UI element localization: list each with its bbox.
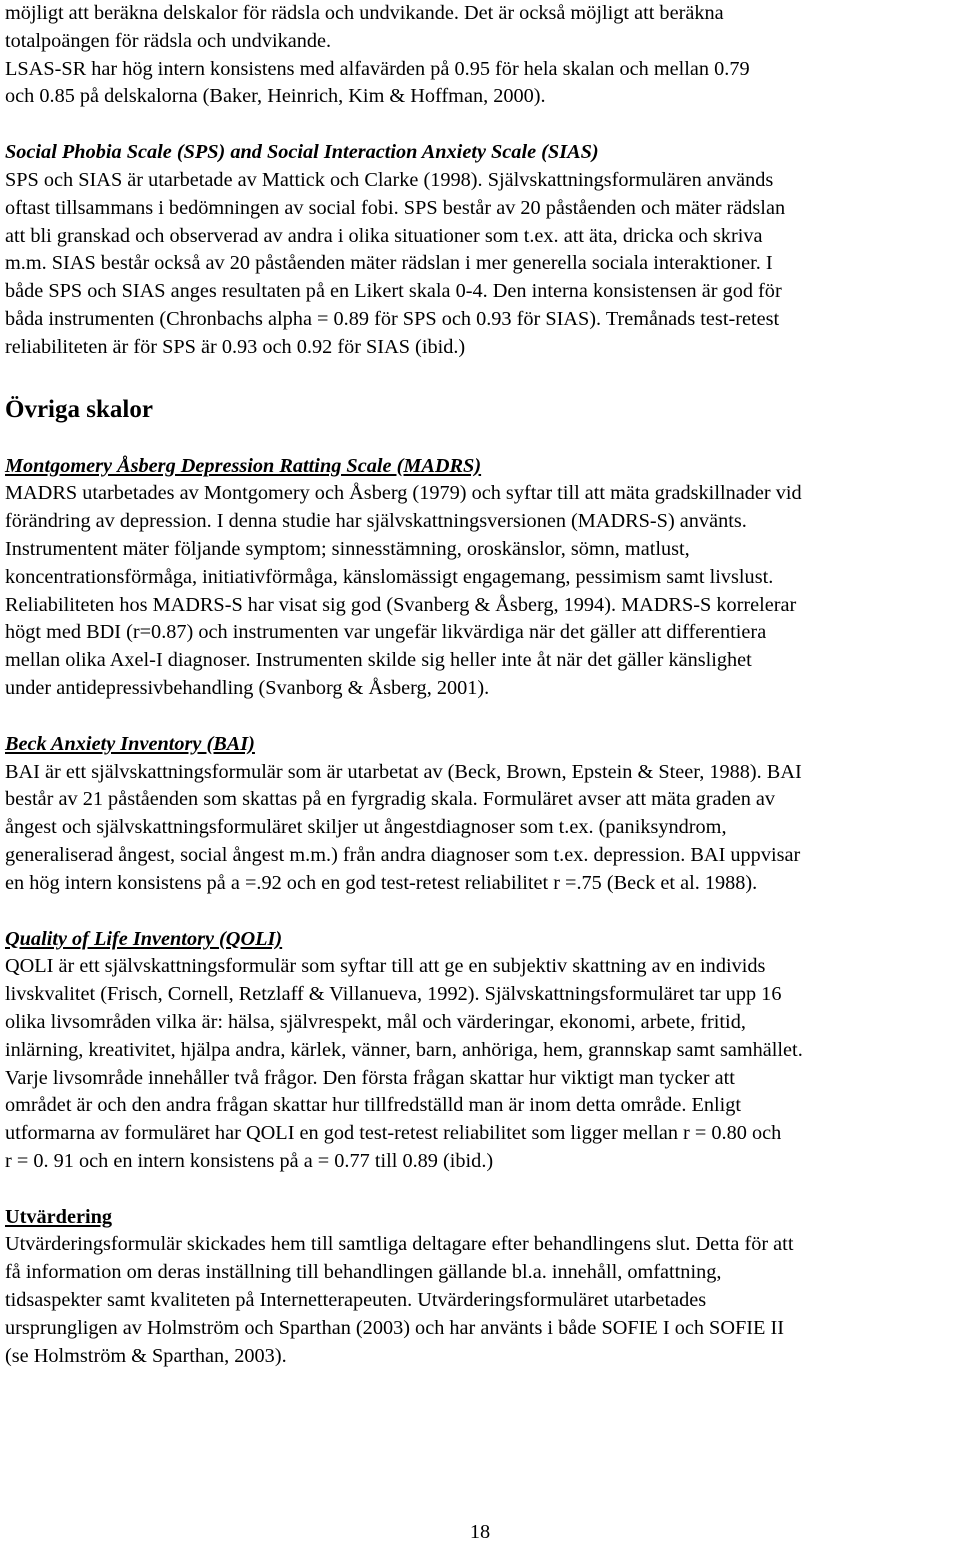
qoli-paragraph: QOLI är ett självskattningsformulär som syftar till att ge en subjektiv skattning av en individs livskvalitet (Frisch, Cornell, Retzlaff & Villanueva, 1992). Självskattningsformuläret tar upp 16 olika livsområden vilka är: hälsa, självrespekt, mål och värderingar, ekonomi, arbete, fritid, inlärning, kreativitet, hjälpa andra, kärlek, vänner, barn, anhöriga, hem, grannskap samt samhället. Varje livsområde innehåller två frågor. Den första frågan skattar hur viktigt man tycker att området är och den andra frågan skattar hur tillfredställd man är inom detta område. Enligt utformarna av formuläret har QOLI en god test-retest reliabilitet som ligger mellan r = 0.80 och r = 0. 91 och en intern konsistens på a = 0.77 till 0.89 (ibid.) [5, 955, 803, 1172]
spacer [5, 362, 958, 395]
bai-heading: Beck Anxiety Inventory (BAI) [5, 732, 255, 755]
spacer [5, 898, 958, 926]
utvardering-paragraph: Utvärderingsformulär skickades hem till samtliga deltagare efter behandlingens slut. Detta för att få information om deras inställning till behandlingen gällande bl.a. innehåll, omfattning, tidsaspekter samt kvaliteten på Internetterapeuten. Utvärderingsformuläret utarbetades ursprungligen av Holmström och Sparthan (2003) och har använts i både SOFIE I och SOFIE II (se Holmström & Sparthan, 2003). [5, 1233, 794, 1367]
bai-paragraph: BAI är ett självskattningsformulär som är utarbetat av (Beck, Brown, Epstein & Steer, 1988). BAI består av 21 påståenden som skattas på en fyrgradig skala. Formuläret avser att mäta graden av ångest och självskattningsformuläret skiljer ut ångestdiagnoser som t.ex. (paniksyndrom, generaliserad ångest, social ångest m.m.) från andra diagnoser som t.ex. depression. BAI uppvisar en hög intern konsistens på a =.92 och en god test-retest reliabilitet r =.75 (Beck et al. 1988). [5, 760, 802, 894]
spacer [5, 703, 958, 731]
madrs-heading: Montgomery Åsberg Depression Ratting Scale (MADRS) [5, 454, 482, 477]
page-number: 18 [469, 1521, 491, 1543]
section-heading-ovriga-skalor: Övriga skalor [5, 395, 153, 423]
spacer [5, 111, 958, 139]
madrs-paragraph: MADRS utarbetades av Montgomery och Åsberg (1979) och syftar till att mäta gradskillnader vid förändring av depression. I denna studie har självskattningsversionen (MADRS-S) använts. Instrumentent mäter följande symptom; sinnesstämning, oroskänslor, sömn, matlust, koncentrationsförmåga, initiativförmåga, känslomässigt engagemang, pessimism samt livslust. Reliabiliteten hos MADRS-S har visat sig god (Svanberg & Åsberg, 1994). MADRS-S korrelerar högt med BDI (r=0.87) och instrumenten var ungefär likvärdiga när det gäller att differentiera mellan olika Axel-I diagnoser. Instrumenten skilde sig heller inte åt när det gäller känslighet under antidepressivbehandling (Svanborg & Åsberg, 2001). [5, 482, 802, 699]
sps-sias-paragraph: SPS och SIAS är utarbetade av Mattick och Clarke (1998). Självskattningsformulären används oftast tillsammans i bedömningen av social fobi. SPS består av 20 påståenden och mäter rädslan att bli granskad och observerad av andra i olika situationer som t.ex. att äta, dricka och skriva m.m. SIAS består också av 20 påståenden mäter rädslan i mer generella sociala interaktioner. I både SPS och SIAS anges resultaten på en Likert skala 0-4. Den interna konsistensen är god för båda instrumenten (Chronbachs alpha = 0.89 för SPS och 0.93 för SIAS). Tremånads test-retest reliabiliteten är för SPS är 0.93 och 0.92 för SIAS (ibid.) [5, 168, 786, 358]
utvardering-heading: Utvärdering [5, 1205, 113, 1228]
document-page [5, 0, 958, 1370]
sps-sias-heading: Social Phobia Scale (SPS) and Social Interaction Anxiety Scale (SIAS) [5, 141, 599, 164]
intro-paragraph: möjligt att beräkna delskalor för rädsla och undvikande. Det är också möjligt att beräkna totalpoängen för rädsla och undvikande. LSAS-SR har hög intern konsistens med alfavärden på 0.95 för hela skalan och mellan 0.79 och 0.85 på delskalorna (Baker, Heinrich, Kim & Hoffman, 2000). [5, 2, 750, 108]
spacer [5, 425, 958, 453]
qoli-heading: Quality of Life Inventory (QOLI) [5, 927, 283, 950]
spacer [5, 1176, 958, 1204]
